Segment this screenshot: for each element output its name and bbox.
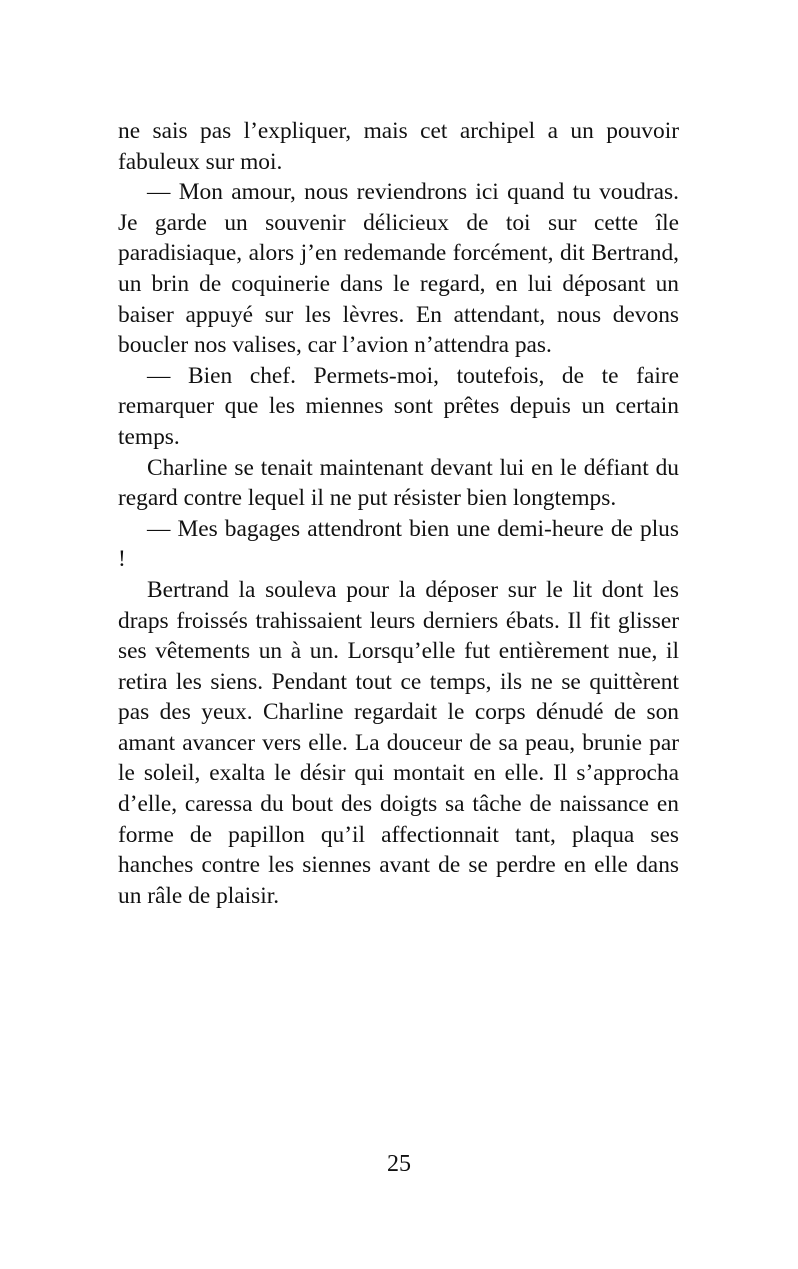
paragraph-narration-final: Bertrand la souleva pour la déposer sur le lit dont les draps froissés trahissaient leurs derniers ébats. Il fit glisser ses vêtements un à un. Lorsqu’elle fut entièrement nue, il retira les siens. Pendant tout ce temps, ils ne se quittèrent pas des yeux. Charline regardait le corps dénudé de son amant avancer vers elle. La douceur de sa peau, brunie par le soleil, exalta le désir qui montait en elle. Il s’approcha d’elle, caressa du bout des doigts sa tâche de naissance en forme de papillon qu’il affectionnait tant, plaqua ses hanches contre les siennes avant de se perdre en elle dans un râle de plaisir. bbox=[118, 576, 679, 909]
page-number: 25 bbox=[387, 1151, 411, 1177]
body-text bbox=[118, 116, 679, 911]
paragraph-narration: Charline se tenait maintenant devant lui en le défiant du regard contre lequel il ne put résister bien longtemps. bbox=[118, 454, 679, 512]
paragraph-dialogue-bertrand: — Mon amour, nous reviendrons ici quand tu voudras. Je garde un souvenir délicieux de toi sur cette île paradisiaque, alors j’en redemande forcément, dit Bertrand, un brin de coquinerie dans le regard, en lui déposant un baiser appuyé sur les lèvres. En attendant, nous devons boucler nos valises, car l’avion n’attendra pas. bbox=[118, 179, 679, 359]
paragraph-dialogue-charline: — Bien chef. Permets-moi, toutefois, de te faire remarquer que les miennes sont prêtes depuis un certain temps. bbox=[118, 362, 679, 450]
paragraph-continuation: ne sais pas l’expliquer, mais cet archipel a un pouvoir fabuleux sur moi. bbox=[118, 118, 679, 175]
paragraph-dialogue-bagages: — Mes bagages attendront bien une demi-heure de plus ! bbox=[118, 515, 679, 573]
